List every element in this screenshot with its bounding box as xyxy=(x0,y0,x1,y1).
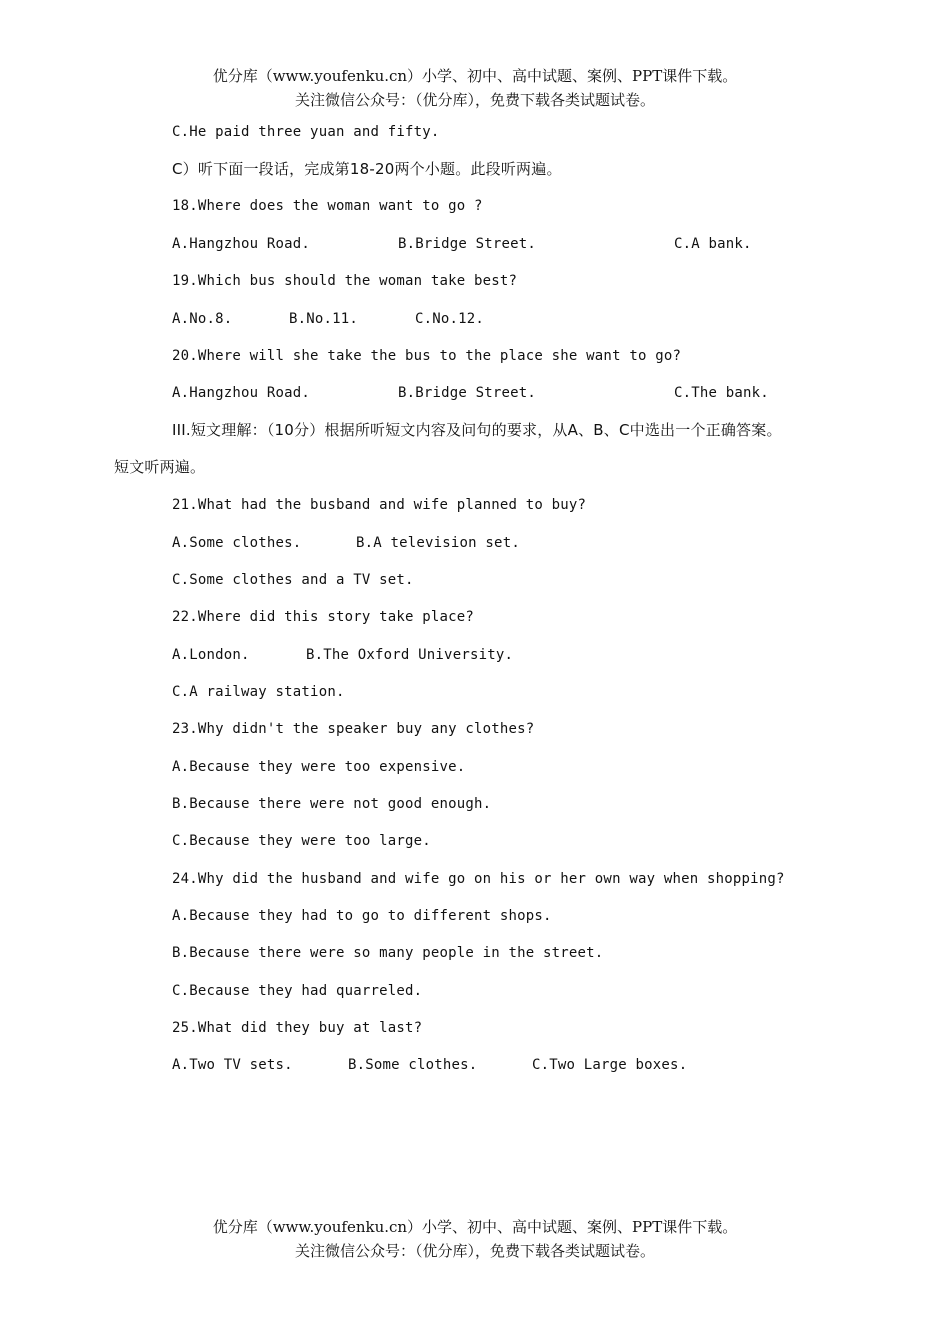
q22-option-b: B.The Oxford University. xyxy=(306,647,514,663)
q21-option-c: C.Some clothes and a TV set. xyxy=(172,572,414,588)
question-20: 20.Where will she take the bus to the place she want to go? xyxy=(172,348,682,364)
q19-option-c: C.No.12. xyxy=(415,311,485,327)
q25-option-c: C.Two Large boxes. xyxy=(532,1057,688,1073)
question-22-options xyxy=(172,643,872,667)
section-3-instruction-cont: 短文听两遍。 xyxy=(114,458,206,476)
question-19: 19.Which bus should the woman take best? xyxy=(172,273,518,289)
q20-option-c: C.The bank. xyxy=(674,385,769,401)
q22-option-c: C.A railway station. xyxy=(172,684,345,700)
q18-option-b: B.Bridge Street. xyxy=(398,236,537,252)
q24-option-b: B.Because there were so many people in the street. xyxy=(172,945,604,961)
header-line-1: 优分库（www.youfenku.cn）小学、初中、高中试题、案例、PPT课件下载。 xyxy=(212,67,738,85)
question-24: 24.Why did the husband and wife go on his or her own way when shopping? xyxy=(172,871,785,887)
question-25-options xyxy=(172,1053,872,1077)
section-c-instruction: C）听下面一段话，完成第18-20两个小题。此段听两遍。 xyxy=(172,160,562,178)
q21-option-a: A.Some clothes. xyxy=(172,535,302,551)
page-header xyxy=(0,64,950,112)
question-23: 23.Why didn't the speaker buy any clothes? xyxy=(172,721,535,737)
header-line-2: 关注微信公众号：（优分库），免费下载各类试题试卷。 xyxy=(294,91,655,109)
section-3-instruction: III.短文理解：（10分）根据所听短文内容及问句的要求，从A、B、C中选出一个正确答案。 xyxy=(172,421,782,439)
footer-line-2: 关注微信公众号：（优分库），免费下载各类试题试卷。 xyxy=(294,1242,655,1260)
prev-question-option-c: C.He paid three yuan and fifty. xyxy=(172,124,440,140)
q18-option-c: C.A bank. xyxy=(674,236,752,252)
q23-option-a: A.Because they were too expensive. xyxy=(172,759,466,775)
q21-option-b: B.A television set. xyxy=(356,535,520,551)
question-18: 18.Where does the woman want to go ? xyxy=(172,198,483,214)
q23-option-b: B.Because there were not good enough. xyxy=(172,796,492,812)
q20-option-b: B.Bridge Street. xyxy=(398,385,537,401)
q22-option-a: A.London. xyxy=(172,647,250,663)
question-25: 25.What did they buy at last? xyxy=(172,1020,423,1036)
q24-option-c: C.Because they had quarreled. xyxy=(172,983,423,999)
q18-option-a: A.Hangzhou Road. xyxy=(172,236,311,252)
q19-option-b: B.No.11. xyxy=(289,311,359,327)
footer-line-1: 优分库（www.youfenku.cn）小学、初中、高中试题、案例、PPT课件下载。 xyxy=(212,1218,738,1236)
question-18-options xyxy=(172,232,872,256)
q19-option-a: A.No.8. xyxy=(172,311,233,327)
question-21-options xyxy=(172,531,872,555)
question-22: 22.Where did this story take place? xyxy=(172,609,475,625)
question-21: 21.What had the busband and wife planned to buy? xyxy=(172,497,587,513)
q25-option-b: B.Some clothes. xyxy=(348,1057,478,1073)
question-19-options xyxy=(172,307,872,331)
page-footer xyxy=(0,1215,950,1263)
q20-option-a: A.Hangzhou Road. xyxy=(172,385,311,401)
q23-option-c: C.Because they were too large. xyxy=(172,833,431,849)
question-20-options xyxy=(172,381,872,405)
q24-option-a: A.Because they had to go to different shops. xyxy=(172,908,552,924)
q25-option-a: A.Two TV sets. xyxy=(172,1057,293,1073)
